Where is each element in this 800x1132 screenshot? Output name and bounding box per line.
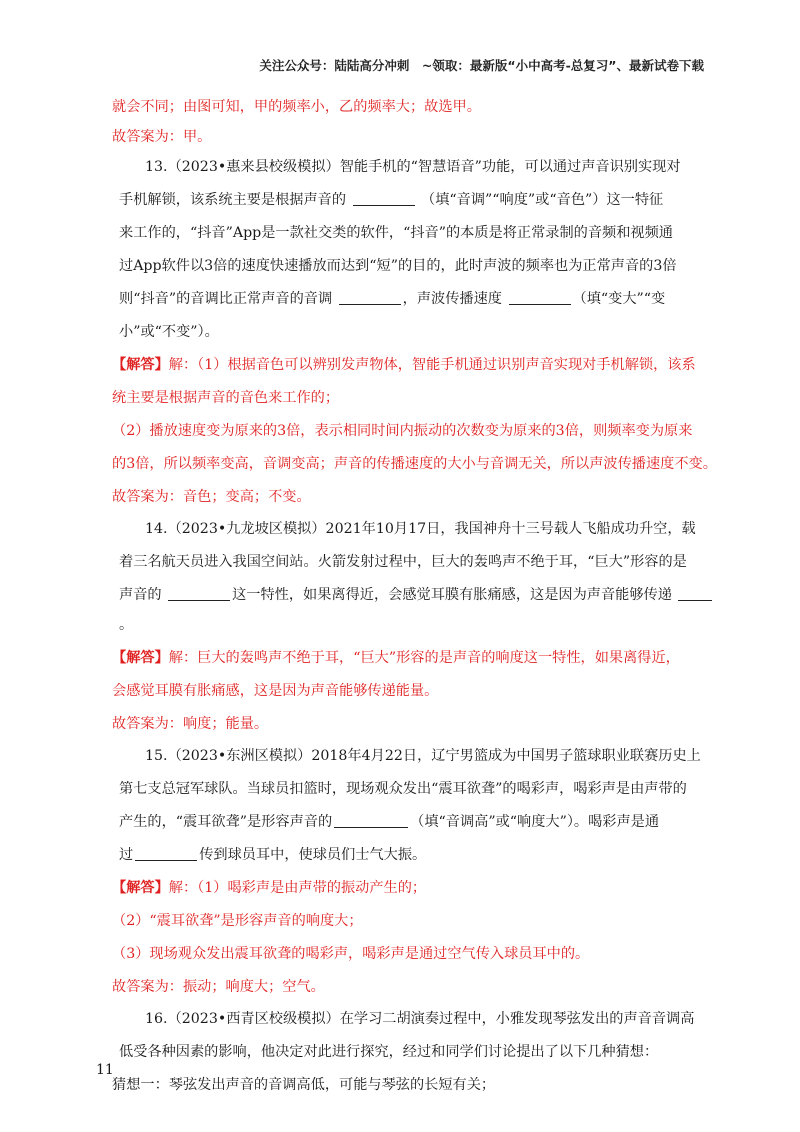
page-header: 关注公众号：陆陆高分冲刺 ~领取：最新版“小中高考-总复习”、最新试卷下载 (259, 58, 704, 73)
solution-15-line: 【解答】解：（1）喝彩声是由声带的振动产生的； (112, 880, 427, 896)
question-15-line: 产生的，“震耳欲聋”是形容声音的 （填“音调高”或“响度大”）。喝彩声是通 (119, 814, 660, 830)
question-13-line: 13.（2023•惠来县校级模拟）智能手机的“智慧语音”功能，可以通过声音识别实现对 (145, 159, 681, 175)
solution-13-summary: 故答案为：音色；变高；不变。 (112, 489, 311, 505)
answer-blank (135, 846, 197, 861)
solution-15-line: （2）“震耳欲聋”是形容声音的响度大； (112, 913, 363, 929)
solution-14-line: 【解答】解：巨大的轰鸣声不绝于耳，“巨大”形容的是声音的响度这一特性，如果离得近， (112, 650, 680, 666)
question-14-line: 。 (119, 617, 134, 633)
answer-blank (339, 290, 401, 305)
question-15-line: 15.（2023•东洲区模拟）2018年4月22日，辽宁男篮成为中国男子篮球职业联赛历史上 (145, 748, 701, 764)
question-15-line: 第七支总冠军球队。当球员扣篮时，现场观众发出“震耳欲聋”的喝彩声，喝彩声是由声带的 (119, 781, 687, 797)
solution-14-line: 会感觉耳膜有胀痛感，这是因为声音能够传递能量。 (112, 683, 439, 699)
question-16-line: 16.（2023•西青区校级模拟）在学习二胡演奏过程中，小雅发现琴弦发出的声音音调高 (145, 1011, 695, 1027)
answer-blank (509, 290, 571, 305)
solution-13-line: 的3倍，所以频率变高，音调变高；声音的传播速度的大小与音调无关，所以声波传播速度不变。 (112, 456, 717, 472)
answer-blank (678, 586, 712, 601)
question-14-line: 14.（2023•九龙坡区模拟）2021年10月17日，我国神舟十三号载人飞船成功升空，载 (145, 521, 696, 537)
question-13-line: 手机解锁，该系统主要是根据声音的 （填“音调”“响度”或“音色”）这一特征 (119, 192, 664, 208)
answer-line: 就会不同；由图可知，甲的频率小，乙的频率大；故选甲。 (112, 99, 481, 115)
question-13-line: 小”或“不变”）。 (119, 324, 219, 340)
page-number: 11 (96, 1062, 114, 1078)
solution-15-summary: 故答案为：振动；响度大；空气。 (112, 979, 325, 995)
question-14-line: 声音的 这一特性，如果离得近，会感觉耳膜有胀痛感，这是因为声音能够传递 (119, 585, 714, 605)
question-13-line: 来工作的，“抖音”App是一款社交类的软件，“抖音”的本质是将正常录制的音频和视频通 (119, 225, 673, 241)
solution-15-line: （3）现场观众发出震耳欲聋的喝彩声，喝彩声是通过空气传入球员耳中的。 (112, 946, 590, 962)
question-13-line: 过App软件以3倍的速度快速播放而达到“短”的目的，此时声波的频率也为正常声音的3倍 (119, 258, 677, 274)
solution-13-line: 【解答】解：（1）根据音色可以辨别发声物体，智能手机通过识别声音实现对手机解锁，该系 (112, 357, 696, 373)
question-13-line: 则“抖音”的音调比正常声音的音调 ，声波传播速度 （填“变大”“变 (119, 291, 666, 307)
answer-blank (168, 586, 230, 601)
question-14-line: 着三名航天员进入我国空间站。火箭发射过程中，巨大的轰鸣声不绝于耳，“巨大”形容的是 (119, 554, 687, 570)
solution-13-line: （2）播放速度变为原来的3倍，表示相同时间内振动的次数变为原来的3倍，则频率变为原来 (112, 423, 693, 439)
answer-blank (353, 191, 415, 206)
question-16-line: 猜想一：琴弦发出声音的音调高低，可能与琴弦的长短有关； (112, 1077, 496, 1093)
solution-14-summary: 故答案为：响度；能量。 (112, 716, 269, 732)
question-16-line: 低受各种因素的影响，他决定对此进行探究，经过和同学们讨论提出了以下几种猜想： (119, 1044, 659, 1060)
question-15-line: 过 传到球员耳中，使球员们士气大振。 (119, 847, 427, 863)
answer-blank (334, 813, 408, 828)
answer-summary: 故答案为：甲。 (112, 129, 212, 145)
solution-13-line: 统主要是根据声音的音色来工作的； (112, 390, 340, 406)
